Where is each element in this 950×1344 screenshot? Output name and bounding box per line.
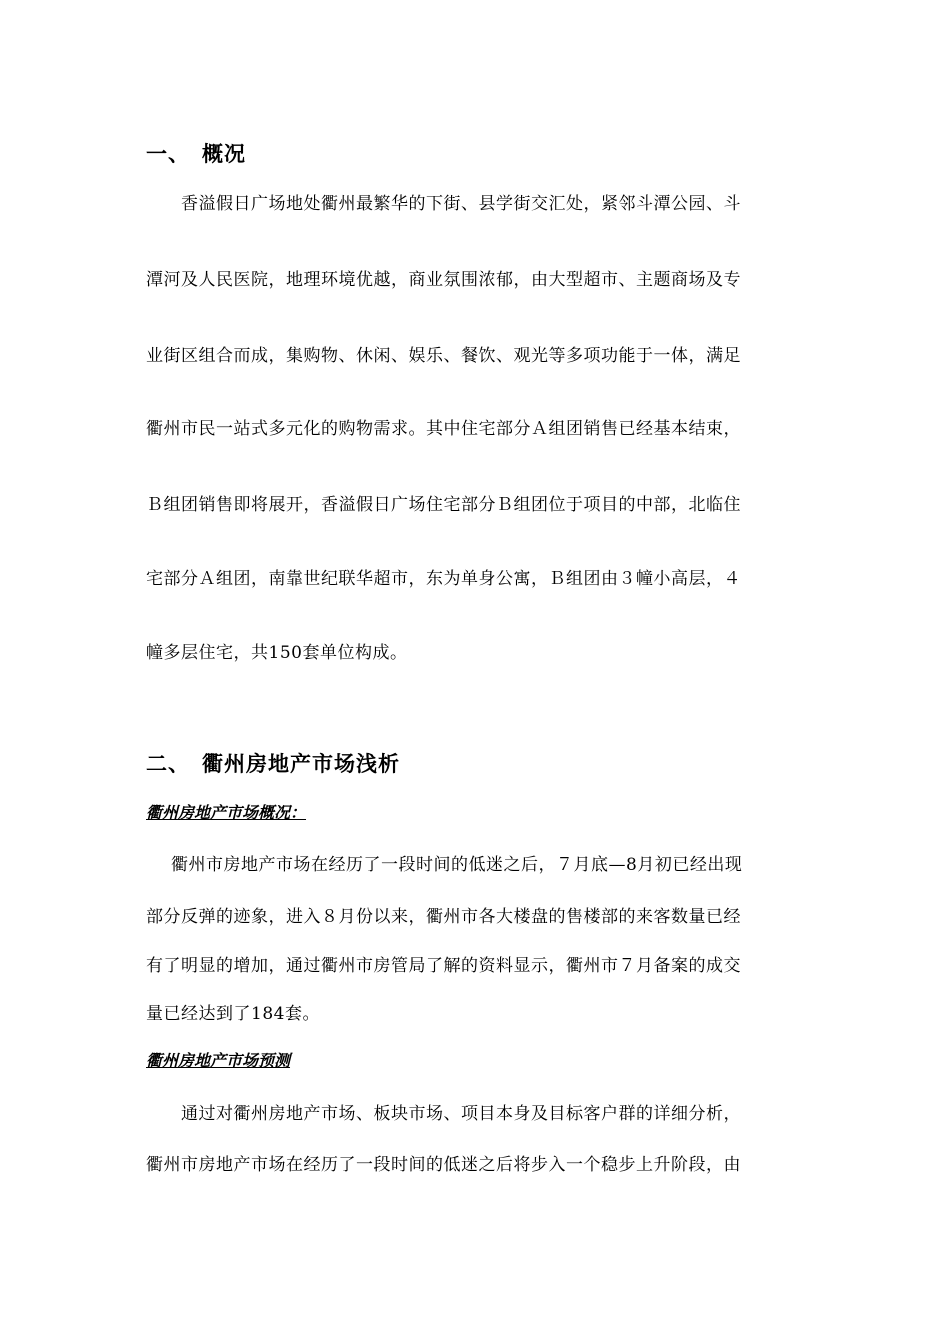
subsection-2-title: 衢州房地产市场预测 — [146, 1051, 291, 1070]
section-1-title: 概况 — [202, 142, 246, 166]
section-1-line-1: 香溢假日广场地处衢州最繁华的下街、县学街交汇处，紧邻斗潭公园、斗 — [181, 194, 741, 214]
subsection-2-line-1: 通过对衢州房地产市场、板块市场、项目本身及目标客户群的详细分析， — [181, 1104, 741, 1124]
section-1-line-2: 潭河及人民医院，地理环境优越，商业氛围浓郁，由大型超市、主题商场及专 — [146, 270, 741, 290]
subsection-1-line-4: 量已经达到了184套。 — [146, 1004, 320, 1024]
subsection-1-line-2: 部分反弹的迹象，进入８月份以来，衢州市各大楼盘的售楼部的来客数量已经 — [146, 907, 741, 927]
section-1-number: 一、 — [146, 142, 190, 166]
subsection-1-line-1: 衢州市房地产市场在经历了一段时间的低迷之后，７月底—8月初已经出现 — [171, 855, 743, 875]
section-1-heading — [146, 138, 246, 168]
section-1-line-5: Ｂ组团销售即将展开，香溢假日广场住宅部分Ｂ组团位于项目的中部，北临住 — [146, 495, 741, 515]
section-2-title: 衢州房地产市场浅析 — [202, 752, 400, 776]
subsection-2-line-2: 衢州市房地产市场在经历了一段时间的低迷之后将步入一个稳步上升阶段，由 — [146, 1155, 741, 1175]
section-1-line-3: 业街区组合而成，集购物、休闲、娱乐、餐饮、观光等多项功能于一体，满足 — [146, 346, 741, 366]
section-2-number: 二、 — [146, 752, 190, 776]
section-2-heading — [146, 748, 400, 778]
subsection-1-title: 衢州房地产市场概况： — [146, 803, 307, 822]
section-1-line-6: 宅部分Ａ组团，南靠世纪联华超市，东为单身公寓，Ｂ组团由３幢小高层，４ — [146, 569, 741, 589]
section-1-line-7: 幢多层住宅，共150套单位构成。 — [146, 643, 408, 663]
subsection-1-line-3: 有了明显的增加，通过衢州市房管局了解的资料显示，衢州市７月备案的成交 — [146, 956, 741, 976]
section-1-line-4: 衢州市民一站式多元化的购物需求。其中住宅部分Ａ组团销售已经基本结束， — [146, 419, 741, 439]
